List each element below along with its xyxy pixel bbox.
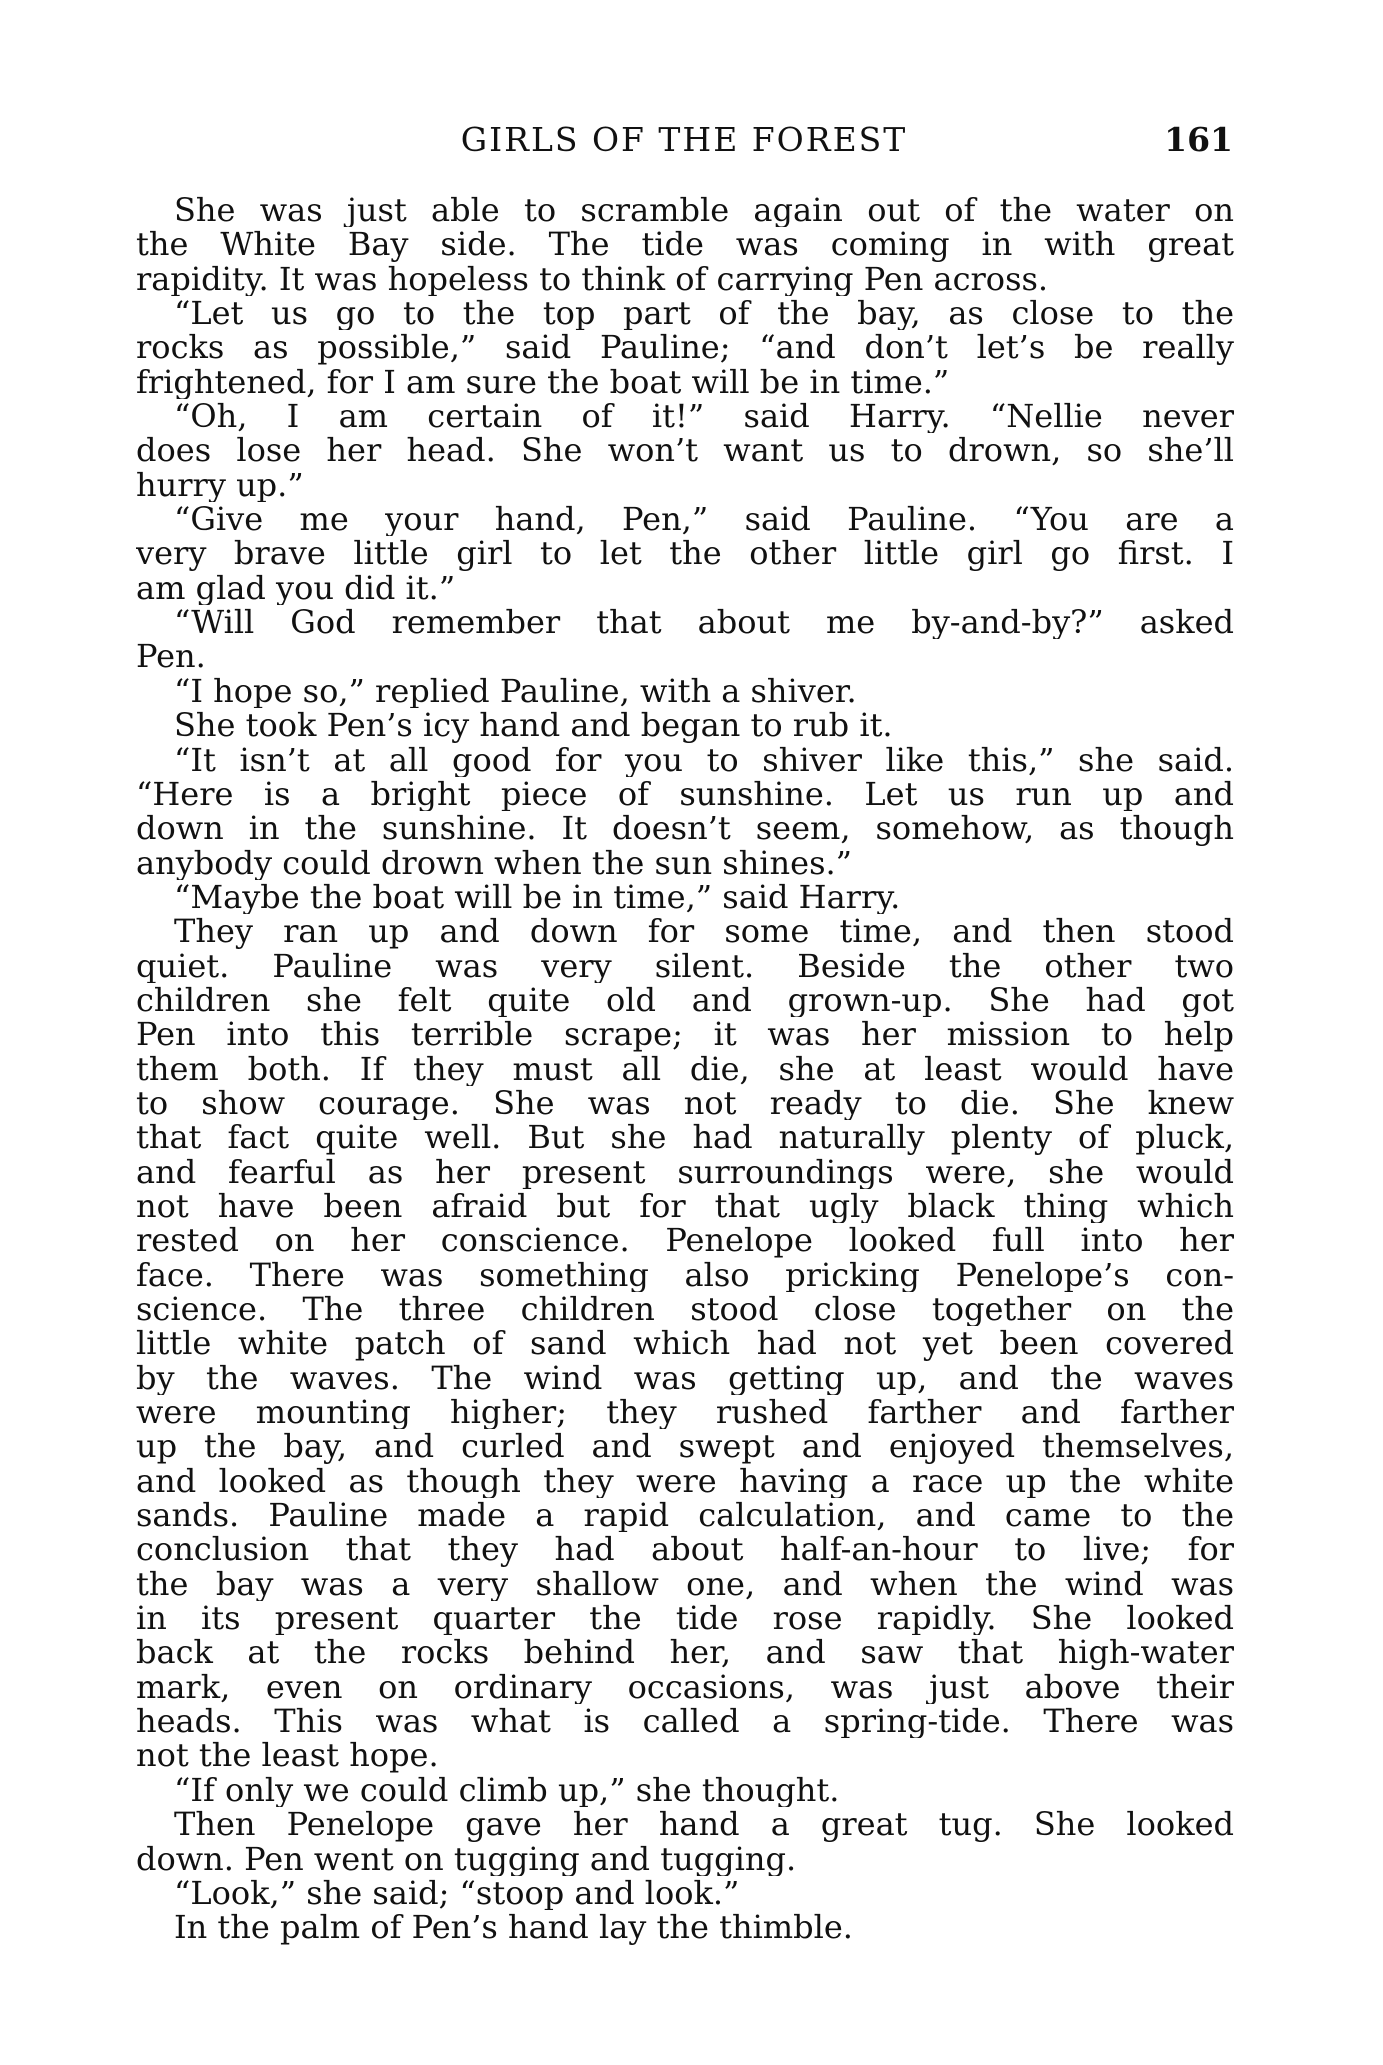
text-line: “Oh, I am certain of it!” said Harry. “Nellie never: [174, 399, 1234, 434]
text-line: down in the sunshine. It doesn’t seem, somehow, as though: [136, 811, 1234, 846]
text-line: “Here is a bright piece of sunshine. Let us run up and: [136, 776, 1234, 812]
text-line: and looked as though they were having a race up the white: [136, 1463, 1234, 1499]
text-line: conclusion that they had about half-an-hour to live; for: [136, 1532, 1234, 1567]
text-line: “Look,” she said; “stoop and look.”: [174, 1875, 740, 1911]
text-line: not the least hope.: [136, 1738, 439, 1773]
text-line: little white patch of sand which had not yet been covered: [136, 1326, 1234, 1361]
text-line: down. Pen went on tugging and tugging.: [136, 1841, 797, 1876]
text-line: heads. This was what is called a spring-tide. There was: [136, 1704, 1234, 1739]
text-line: that fact quite well. But she had naturally plenty of pluck,: [136, 1120, 1234, 1155]
text-line: mark, even on ordinary occasions, was just above their: [136, 1669, 1234, 1705]
text-line: frightened, for I am sure the boat will be in time.”: [136, 364, 950, 400]
text-line: Pen into this terrible scrape; it was her mission to help: [136, 1017, 1234, 1052]
text-line: and fearful as her present surroundings were, she would: [136, 1154, 1234, 1189]
text-line: science. The three children stood close together on the: [136, 1292, 1234, 1327]
text-line: to show courage. She was not ready to die. She knew: [136, 1085, 1234, 1121]
text-line: back at the rocks behind her, and saw that high-water: [136, 1635, 1234, 1670]
running-title: GIRLS OF THE FOREST: [460, 120, 908, 159]
text-line: “Let us go to the top part of the bay, as close to the: [174, 296, 1234, 331]
page-number: 161: [1164, 120, 1233, 159]
text-line: quiet. Pauline was very silent. Beside the other two: [136, 948, 1234, 983]
text-line: “I hope so,” replied Pauline, with a shiver.: [174, 673, 857, 709]
text-line: rapidity. It was hopeless to think of carrying Pen across.: [136, 261, 1049, 297]
text-line: face. There was something also pricking Penelope’s con-: [136, 1257, 1234, 1292]
text-line: the White Bay side. The tide was coming in with great: [136, 227, 1234, 262]
text-line: in its present quarter the tide rose rapidly. She looked: [136, 1601, 1234, 1636]
text-line: the bay was a very shallow one, and when the wind was: [136, 1566, 1234, 1602]
text-line: “It isn’t at all good for you to shiver like this,” she said.: [174, 742, 1234, 777]
text-line: In the palm of Pen’s hand lay the thimble.: [174, 1910, 853, 1945]
text-line: sands. Pauline made a rapid calculation, and came to the: [136, 1498, 1234, 1533]
text-line: them both. If they must all die, she at least would have: [136, 1051, 1234, 1086]
text-line: does lose her head. She won’t want us to drown, so she’ll: [136, 433, 1234, 468]
running-head: [135, 120, 1233, 166]
body-text: [136, 193, 1234, 1945]
text-line: not have been afraid but for that ugly black thing which: [136, 1188, 1234, 1224]
text-line: They ran up and down for some time, and then stood: [174, 914, 1234, 949]
text-line: hurry up.”: [136, 467, 304, 503]
text-line: anybody could drown when the sun shines.”: [136, 845, 853, 880]
text-line: “Will God remember that about me by-and-by?” asked: [174, 605, 1234, 640]
text-line: She was just able to scramble again out of the water on: [174, 193, 1234, 228]
text-line: rocks as possible,” said Pauline; “and don’t let’s be really: [136, 330, 1234, 365]
text-line: children she felt quite old and grown-up. She had got: [136, 982, 1234, 1018]
text-line: rested on her conscience. Penelope looked full into her: [136, 1223, 1234, 1258]
text-line: up the bay, and curled and swept and enjoyed themselves,: [136, 1429, 1234, 1464]
text-line: am glad you did it.”: [136, 570, 456, 606]
text-line: “Maybe the boat will be in time,” said Harry.: [174, 879, 901, 915]
text-line: very brave little girl to let the other little girl go first. I: [136, 536, 1234, 571]
text-line: Then Penelope gave her hand a great tug. She looked: [174, 1807, 1234, 1842]
text-line: She took Pen’s icy hand and began to rub it.: [174, 708, 893, 743]
text-line: were mounting higher; they rushed farther and farther: [136, 1395, 1234, 1430]
text-line: “Give me your hand, Pen,” said Pauline. “You are a: [174, 502, 1234, 537]
text-line: Pen.: [136, 639, 206, 674]
text-line: by the waves. The wind was getting up, and the waves: [136, 1360, 1234, 1396]
text-line: “If only we could climb up,” she thought.: [174, 1772, 840, 1808]
